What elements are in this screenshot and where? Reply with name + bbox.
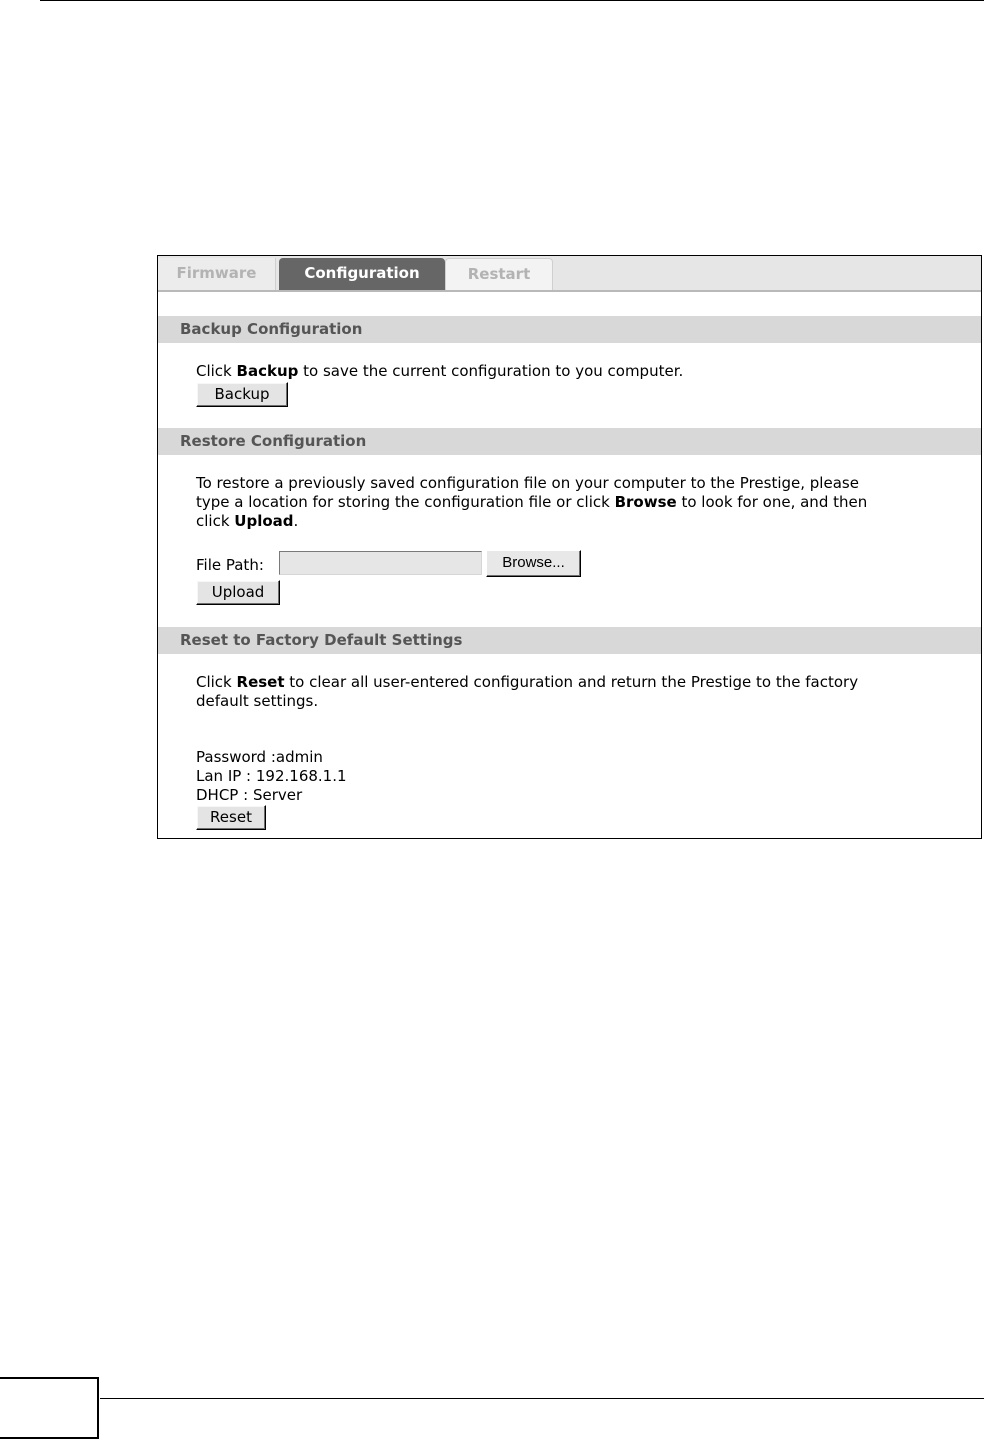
- tab-configuration[interactable]: Configuration: [279, 258, 445, 290]
- restore-description: [196, 474, 867, 531]
- restore-line-2-prefix: type a location for storing the configuration file or click: [196, 493, 615, 511]
- file-path-input[interactable]: [279, 551, 482, 575]
- backup-description: [196, 362, 683, 381]
- upload-button[interactable]: Upload: [196, 580, 280, 605]
- restore-line-3-prefix: click: [196, 512, 235, 530]
- backup-button[interactable]: Backup: [196, 382, 288, 407]
- tab-firmware[interactable]: Firmware: [158, 258, 276, 290]
- restore-line-3-suffix: .: [293, 512, 299, 530]
- restore-line-2-suffix: to look for one, and then: [676, 493, 868, 511]
- file-path-label: File Path:: [196, 556, 264, 574]
- default-lan-ip: Lan IP : 192.168.1.1: [196, 767, 347, 785]
- browse-button[interactable]: Browse...: [486, 550, 581, 577]
- restore-line-1: To restore a previously saved configuration file on your computer to the Prestige, please: [196, 474, 859, 492]
- page-number-box: [0, 1377, 99, 1439]
- reset-section-heading: Reset to Factory Default Settings: [158, 627, 981, 654]
- restore-line-3-bold: Upload: [234, 512, 294, 530]
- reset-line-1-bold: Reset: [236, 673, 285, 691]
- backup-text-bold: Backup: [236, 362, 299, 380]
- bottom-page-rule: [100, 1398, 984, 1399]
- reset-line-1-suffix: to clear all user-entered configuration and return the Prestige to the factory: [284, 673, 859, 691]
- top-page-rule: [40, 0, 984, 1]
- default-password: Password :admin: [196, 748, 323, 766]
- backup-text-suffix: to save the current configuration to you computer.: [298, 362, 684, 380]
- backup-text-prefix: Click: [196, 362, 237, 380]
- reset-description: [196, 673, 858, 711]
- factory-defaults-list: [196, 748, 347, 805]
- default-dhcp: DHCP : Server: [196, 786, 303, 804]
- reset-line-1: [196, 673, 858, 692]
- restore-line-2: [196, 493, 867, 512]
- restore-section-heading: Restore Configuration: [158, 428, 981, 455]
- restore-line-2-bold: Browse: [614, 493, 677, 511]
- reset-line-2: default settings.: [196, 692, 319, 710]
- reset-line-1-prefix: Click: [196, 673, 237, 691]
- reset-button[interactable]: Reset: [196, 805, 266, 830]
- restore-line-3: [196, 512, 867, 531]
- tab-bar: [158, 256, 981, 292]
- tab-restart[interactable]: Restart: [445, 258, 553, 290]
- backup-section-heading: Backup Configuration: [158, 316, 981, 343]
- maintenance-panel: [157, 255, 982, 839]
